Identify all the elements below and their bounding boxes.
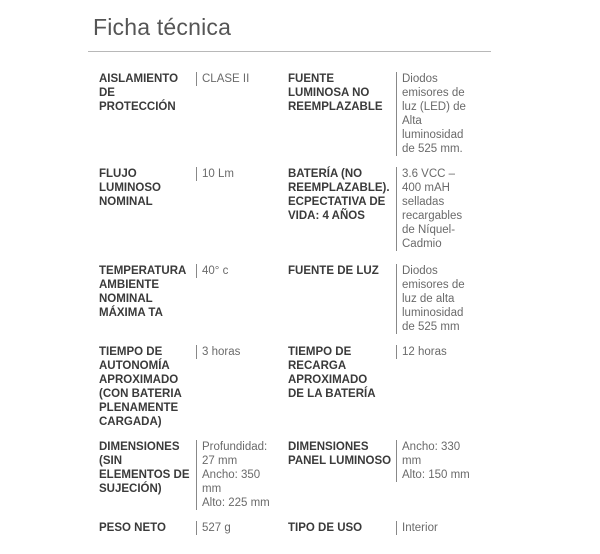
page-title: Ficha técnica <box>93 14 232 40</box>
spec-value: Ancho: 330 mm Alto: 150 mm <box>396 440 470 482</box>
spec-label: FLUJO LUMINOSO NOMINAL <box>99 168 161 208</box>
spec-value: Diodos emisores de luz de alta luminosidad de 525 mm <box>396 264 465 334</box>
spec-value: Diodos emisores de luz (LED) de Alta luminosidad de 525 mm. <box>396 72 466 156</box>
spec-label: DIMENSIONES (SIN ELEMENTOS DE SUJECIÓN) <box>99 441 190 495</box>
spec-value: 527 g <box>196 521 231 535</box>
spec-value: 3.6 VCC – 400 mAH selladas recargables de Níquel- Cadmio <box>396 167 462 251</box>
spec-label: FUENTE LUMINOSA NO REEMPLAZABLE <box>288 73 383 113</box>
spec-label: PESO NETO <box>99 522 166 534</box>
spec-value: 10 Lm <box>196 167 234 181</box>
spec-value: Interior <box>396 521 438 535</box>
spec-value: 3 horas <box>196 345 240 359</box>
spec-label: TEMPERATURA AMBIENTE NOMINAL MÁXIMA TA <box>99 265 187 319</box>
spec-label: TIPO DE USO <box>288 522 363 534</box>
spec-value: Profundidad: 27 mm Ancho: 350 mm Alto: 225 mm <box>196 440 270 510</box>
spec-label: DIMENSIONES PANEL LUMINOSO <box>288 441 392 467</box>
spec-label: BATERÍA (NO REEMPLAZABLE). ECPECTATIVA DE VIDA: 4 AÑOS <box>288 168 390 222</box>
spec-label: AISLAMIENTO DE PROTECCIÓN <box>99 73 179 113</box>
spec-value: 40° c <box>196 264 228 278</box>
spec-label: TIEMPO DE AUTONOMÍA APROXIMADO (CON BATERIA PLENAMENTE CARGADA) <box>99 346 182 428</box>
spec-label: TIEMPO DE RECARGA APROXIMADO DE LA BATERÍA <box>288 346 376 400</box>
title-divider <box>88 51 491 52</box>
spec-value: CLASE II <box>196 72 249 86</box>
spec-value: 12 horas <box>396 345 447 359</box>
spec-label: FUENTE DE LUZ <box>288 265 379 277</box>
